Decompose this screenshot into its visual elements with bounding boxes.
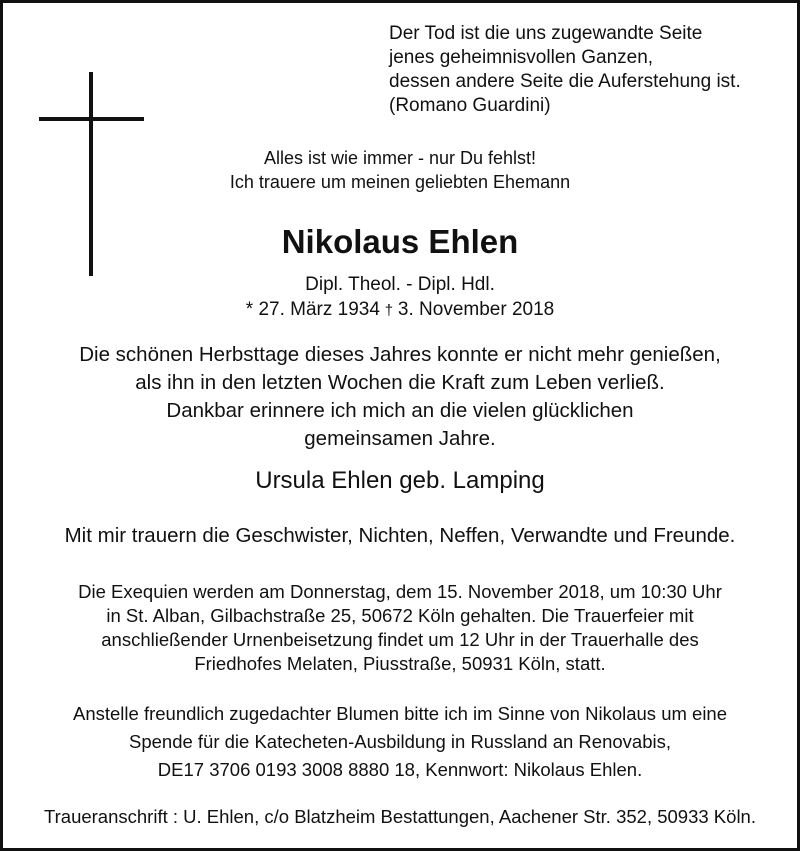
quote-line: dessen andere Seite die Auferstehung ist. (389, 71, 741, 92)
mourners-text: Mit mir trauern die Geschwister, Nichten, Neffen, Verwandte und Freunde. (64, 524, 736, 547)
service-line: Die Exequien werden am Donnerstag, dem 15. November 2018, um 10:30 Uhr (78, 581, 722, 602)
service-line: Friedhofes Melaten, Piusstraße, 50931 Köln, statt. (194, 653, 606, 674)
donation-line: Anstelle freundlich zugedachter Blumen bitte ich im Sinne von Nikolaus um eine (72, 703, 728, 724)
dagger-icon: † (384, 302, 394, 319)
life-dates (0, 298, 800, 323)
funeral-service-info (0, 580, 800, 676)
death-date: 3. November 2018 (397, 299, 555, 320)
paragraph-line: gemeinsamen Jahre. (304, 427, 496, 450)
quote-line: jenes geheimnisvollen Ganzen, (389, 47, 654, 68)
intro-line: Ich trauere um meinen geliebten Ehemann (229, 172, 571, 192)
service-line: anschließender Urnenbeisetzung findet um 12 Uhr in der Trauerhalle des (101, 629, 699, 650)
deceased-name: Nikolaus Ehlen (281, 223, 519, 260)
paragraph-line: Die schönen Herbsttage dieses Jahres konnte er nicht mehr genießen, (79, 343, 721, 366)
donation-line: DE17 3706 0193 3008 8880 18, Kennwort: Nikolaus Ehlen. (157, 759, 643, 780)
guardini-quote (389, 22, 741, 118)
donation-request (0, 700, 800, 784)
paragraph-line: Dankbar erinnere ich mich an die vielen glücklichen (166, 399, 634, 422)
paragraph-line: als ihn in den letzten Wochen die Kraft zum Leben verließ. (135, 371, 665, 394)
birth-date: * 27. März 1934 (245, 299, 380, 320)
quote-author: (Romano Guardini) (389, 95, 551, 116)
service-line: in St. Alban, Gilbachstraße 25, 50672 Köln gehalten. Die Trauerfeier mit (106, 605, 694, 626)
deceased-titles: Dipl. Theol. - Dipl. Hdl. (305, 274, 495, 295)
widow-name: Ursula Ehlen geb. Lamping (255, 467, 545, 494)
cross-horizontal-bar (39, 117, 144, 121)
memorial-paragraph (0, 341, 800, 453)
intro-text (0, 146, 800, 194)
quote-line: Der Tod ist die uns zugewandte Seite (389, 23, 703, 44)
intro-line: Alles ist wie immer - nur Du fehlst! (263, 148, 537, 168)
donation-line: Spende für die Katecheten-Ausbildung in Russland an Renovabis, (128, 731, 671, 752)
mourning-address: Traueranschrift : U. Ehlen, c/o Blatzheim Bestattungen, Aachener Str. 352, 50933 Köln. (44, 806, 756, 827)
